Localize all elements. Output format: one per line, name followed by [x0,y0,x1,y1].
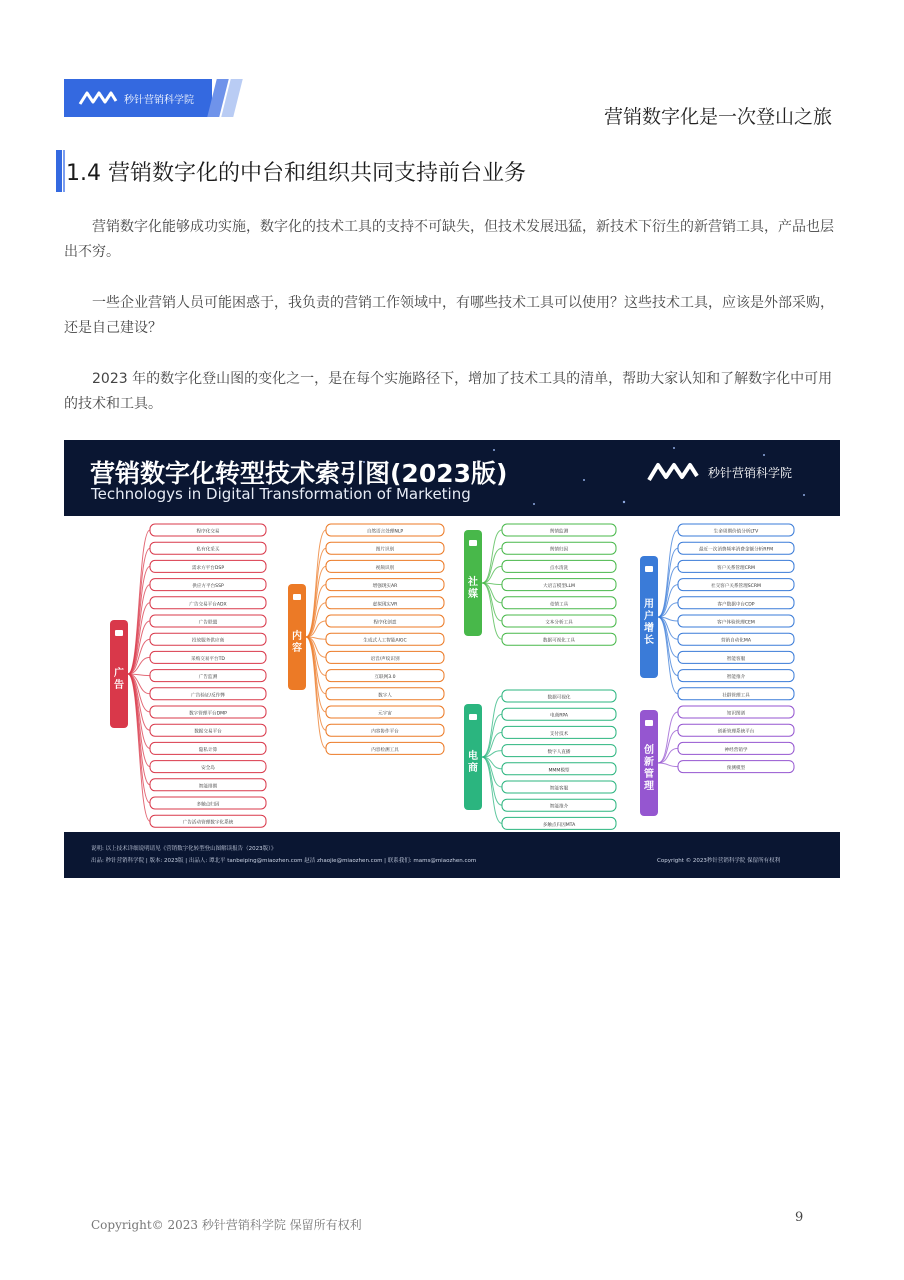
tech-item-label: 支付技术 [549,731,569,737]
tech-item-label: 舆情归因 [549,547,569,553]
brand-name: 秒针营销科学院 [124,95,194,106]
tech-item-label: 智能推介 [726,675,746,681]
tech-item-label: 多触点归因MTA [542,822,576,828]
category-label: 用 [644,599,654,610]
branch-connector [658,530,678,617]
tech-item-label: 智能客服 [726,656,746,662]
tech-item-label: 投放服务供应商 [191,638,225,644]
branch-connector [482,583,502,639]
category-label: 媒 [468,589,478,600]
branch-connector [658,617,678,676]
tech-item-label: 广告活动管理数字化系统 [182,820,234,826]
category-label: 新 [644,757,654,768]
tech-item-label: 多触点归因 [196,802,220,808]
chat-icon [469,540,477,546]
tech-item-label: 智能客服 [549,786,569,792]
tech-item-label: 智能排期 [198,784,218,790]
category-label: 创 [644,745,654,756]
category-label: 社 [468,577,478,588]
tech-item-label: 神经营销学 [724,747,748,753]
category-label: 电 [468,751,478,762]
branch-connector [128,674,150,785]
mail-icon [469,714,477,720]
tech-item-label: 数据交易平台 [194,729,222,735]
branch-connector [306,637,326,730]
tech-item-label: 知识图谱 [726,711,746,717]
branch-connector [482,566,502,583]
tech-index-figure [64,440,840,878]
tech-item-label: 元宇宙 [378,711,392,717]
tech-item-label: 广告验证/反作弊 [191,693,225,699]
category-label: 商 [468,763,478,774]
category-label: 户 [644,611,654,622]
figure-note: 说明: 以上技术详细说明请见《营销数字化转型登山图解读报告（2023版）》 [91,846,277,852]
tech-item-label: 生命周期价值分析LTV [713,529,759,535]
section-title: 1.4 营销数字化的中台和组织共同支持前台业务 [66,161,526,186]
document-title: 营销数字化是一次登山之旅 [603,106,832,128]
tech-item-label: 程序化创意 [373,620,397,626]
category-label: 内 [292,631,302,642]
tech-item-label: 内容协作平台 [371,729,399,735]
tech-item-label: 客户体验管理CEM [717,620,755,626]
tech-item-label: 广告交易平台ADX [189,602,227,608]
tech-item-label: 社交客户关系管理SCRM [710,584,762,590]
branch-connector [482,757,502,823]
category-label: 增 [644,623,654,634]
branch-connector [658,548,678,617]
document-icon [293,594,301,600]
tech-item-label: 增强现实AR [372,584,398,590]
category-label: 容 [292,643,302,654]
tech-item-label: 电商RPA [550,713,568,719]
user-icon [645,566,653,572]
figure-header [64,440,840,516]
tech-item-label: 图片识别 [375,547,395,553]
page-number: 9 [795,1210,804,1225]
tech-item-label: 文本分析工具 [545,620,573,626]
tech-item-label: 数字人 [378,693,392,699]
tech-item-label: 数字管理平台DMP [189,711,227,717]
figure-footer [64,832,840,878]
tech-item-label: 内容检测工具 [371,747,399,753]
section-marker [56,150,62,192]
tech-item-label: 私有化采买 [196,547,220,553]
figure-credits: 出品: 秒针营销科学院 | 版本: 2023版 | 出品人: 谭北平 tanbeiping@miaozhen.com 赵洁 zhaojie@miaozhen.com | 联系我们: mams@miaozhen.com [91,858,477,864]
tech-item-label: 竞情工具 [549,602,569,608]
bulb-icon [645,720,653,726]
tech-item-label: 安全岛 [201,766,215,772]
tech-item-label: 语音/声纹识别 [370,656,400,662]
tech-item-label: 需求方平台DSP [191,565,225,571]
branch-connector [306,637,326,676]
page-copyright: Copyright© 2023 秒针营销科学院 保留所有权利 [91,1218,362,1232]
tech-item-label: 广告联盟 [198,620,218,626]
branch-connector [306,548,326,637]
tech-item-label: 智能推介 [549,804,569,810]
category-label: 理 [644,781,654,792]
tech-item-label: MMM模型 [548,768,570,774]
tech-item-label: 社群管理工具 [722,693,750,699]
figure-title: 营销数字化转型技术索引图(2023版) [90,459,508,488]
brand-mark-icon [78,89,118,107]
tech-item-label: 自然语言处理NLP [366,529,404,535]
figure-brand-name: 秒针营销科学院 [708,466,793,480]
branch-connector [482,757,502,805]
brand-mark-icon [646,460,700,484]
ad-icon [115,630,123,636]
tech-item-label: 最近一次消费频率消费金额分析RFM [698,547,774,553]
tech-item-label: 程序化交易 [196,529,220,535]
tech-item-label: 大语言模型LLM [542,584,576,590]
category-label: 广 [114,668,124,679]
tech-item-label: 数据可视化 [547,695,571,701]
tech-item-label: 营销自动化MA [720,638,752,644]
tech-item-label: 供应方平台SSP [192,584,224,590]
branch-connector [658,763,678,767]
category-label: 管 [644,769,654,780]
technology-mind-map [64,516,840,832]
tech-item-label: 数据可视化工具 [542,638,576,644]
category-label: 告 [114,680,124,691]
tech-item-label: 数字人直播 [547,750,571,756]
branch-connector [658,748,678,763]
paragraph: 一些企业营销人员可能困惑于，我负责的营销工作领域中，有哪些技术工具可以使用？这些技术工具，应该是外部采购，还是自己建设？ [64,295,834,336]
paragraph: 营销数字化能够成功实施，数字化的技术工具的支持不可缺失，但技术发展迅猛，新技术下衍生的新营销工具，产品也层出不穷。 [64,219,834,260]
tech-item-label: 预测模型 [726,766,746,772]
brand-logo-tab [64,79,212,117]
tech-item-label: 舆情监测 [549,529,569,535]
figure-subtitle: Technologys in Digital Transformation of Marketing [91,485,471,503]
tech-item-label: 点水清洗 [549,565,569,571]
tech-item-label: 采购交易平台TD [191,656,225,662]
tech-item-label: 视频识别 [375,565,395,571]
tech-item-label: 客户数据中台CDP [717,602,755,608]
tech-item-label: 客户关系管理CRM [717,565,755,571]
paragraph: 2023 年的数字化登山图的变化之一，是在每个实施路径下，增加了技术工具的清单，帮助大家认知和了解数字化中可用的技术和工具。 [64,371,833,412]
category-label: 长 [644,635,654,646]
tech-item-label: 虚拟现实VR [372,602,398,608]
tech-item-label: 创新管理系统平台 [717,729,755,735]
tech-item-label: 互联网3.0 [374,675,396,681]
figure-copyright: Copyright © 2023秒针营销科学院 保留所有权利 [657,858,781,864]
tech-item-label: 生成式人工智能AIGC [363,638,407,644]
branch-connector [482,696,502,757]
section-marker-accent [63,150,65,192]
tech-item-label: 广告监测 [198,675,218,681]
tech-item-label: 隐私计算 [198,747,218,753]
